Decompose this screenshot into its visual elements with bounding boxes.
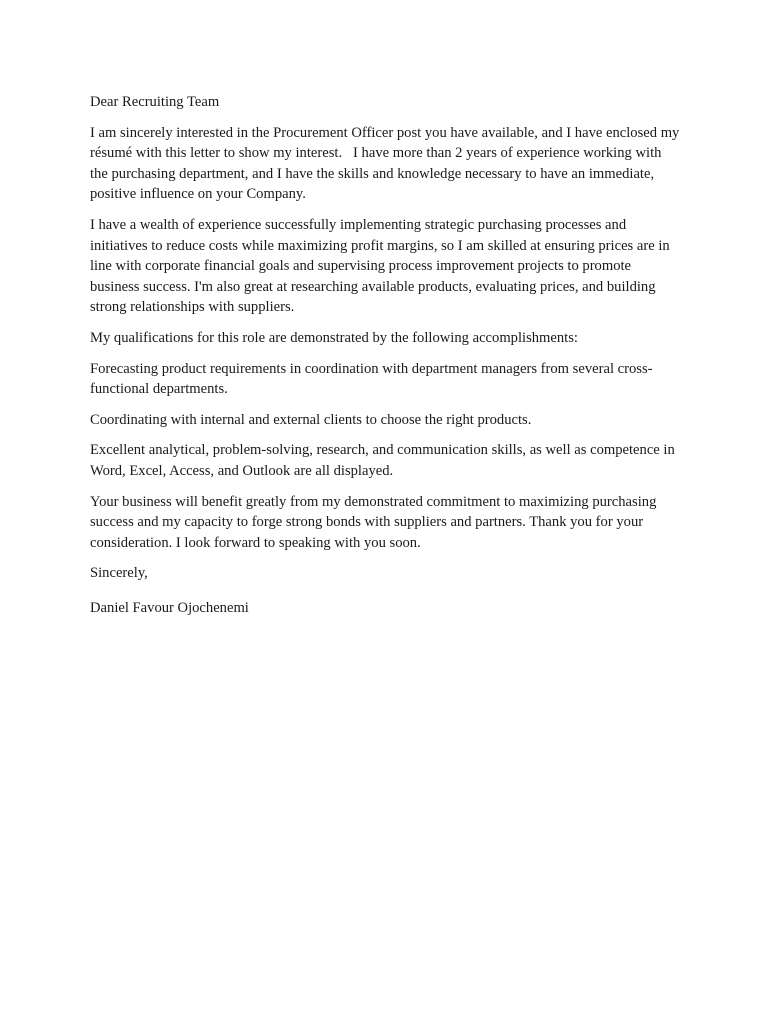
signature: Daniel Favour Ojochenemi <box>90 599 249 616</box>
accomplishment-coordinating: Coordinating with internal and external clients to choose the right products. <box>90 411 532 428</box>
paragraph-qualifications-intro: My qualifications for this role are demonstrated by the following accomplishments: <box>90 329 578 346</box>
accomplishment-forecasting: Forecasting product requirements in coordination with department managers from several cross-functional departments. <box>90 360 653 398</box>
paragraph-conclusion: Your business will benefit greatly from my demonstrated commitment to maximizing purchasing success and my capacity to forge strong bonds with suppliers and partners. Thank you for your consideration. I look forward to speaking with you soon. <box>90 493 661 551</box>
paragraph-intro: I am sincerely interested in the Procurement Officer post you have available, and I have enclosed my résumé with this letter to show my interest. I have more than 2 years of experience working with the purchasing department, and I have the skills and knowledge necessary to have an immediate, positive influence on your Company. <box>90 124 683 203</box>
salutation: Dear Recruiting Team <box>90 94 220 110</box>
paragraph-experience: I have a wealth of experience successfully implementing strategic purchasing processes and initiatives to reduce costs while maximizing profit margins, so I am skilled at ensuring prices are in line with corporate financial goals and supervising process improvement projects to promote business success. I'm also great at researching available products, evaluating prices, and building strong relationships with suppliers. <box>90 216 674 316</box>
closing: Sincerely, <box>90 565 148 582</box>
accomplishment-skills: Excellent analytical, problem-solving, research, and communication skills, as well as competence in Word, Excel, Access, and Outlook are all displayed. <box>90 442 679 479</box>
cover-letter <box>90 92 682 628</box>
